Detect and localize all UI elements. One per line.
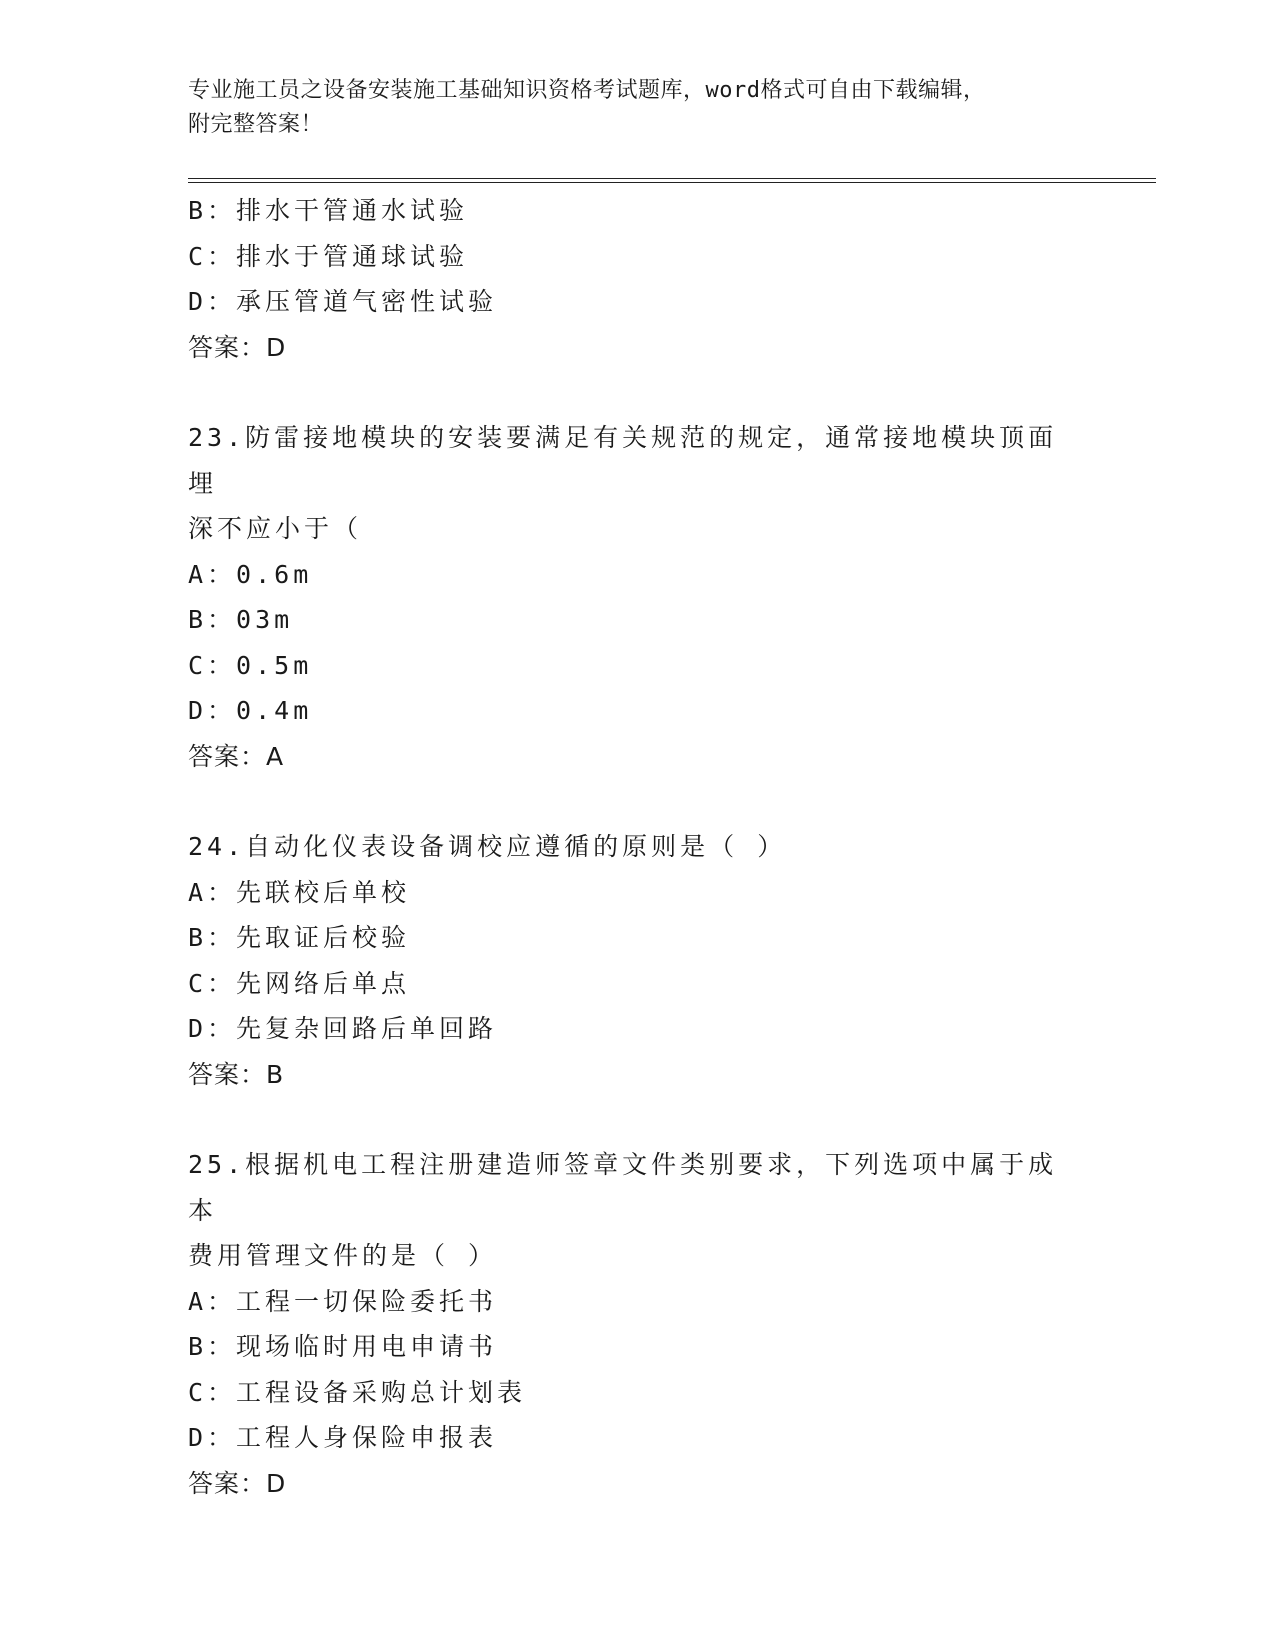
option-a: A：0.6m [188,559,313,589]
option-b: B：现场临时用电申请书 [188,1332,498,1361]
answer: 答案：D [188,332,287,362]
option-d: D：先复杂回路后单回路 [188,1014,498,1043]
option-b: B：03m [188,605,294,634]
header-line-2: 附完整答案！ [188,112,324,137]
header-divider-top [188,178,1156,179]
option-c: C：0.5m [188,650,313,680]
answer: 答案：B [188,1059,285,1089]
question-text-line-1: 24.自动化仪表设备调校应遵循的原则是（ ） [188,832,787,861]
option-d: D：0.4m [188,696,313,725]
question-text-line-2: 深不应小于（ [188,514,363,543]
question-text-line-1: 23.防雷接地模块的安装要满足有关规范的规定，通常接地模块顶面埋 [188,423,1058,498]
question-22-tail [188,188,1088,370]
question-25 [188,1142,1088,1506]
spacer [188,370,1088,415]
option-c: C：排水于管通球试验 [188,241,469,271]
page-header [188,74,1088,142]
option-b: B：先取证后校验 [188,923,411,952]
question-text-line-1: 25.根据机电工程注册建造师签章文件类别要求，下列选项中属于成本 [188,1150,1058,1225]
option-a: A：先联校后单校 [188,877,411,907]
option-d: D：承压管道气密性试验 [188,287,498,316]
option-c: C：工程设备采购总计划表 [188,1377,527,1407]
option-a: A：工程一切保险委托书 [188,1286,498,1316]
question-text-line-2: 费用管理文件的是（ ） [188,1241,498,1270]
spacer [188,1097,1088,1142]
question-23 [188,415,1088,779]
answer: 答案：A [188,741,285,771]
option-d: D：工程人身保险申报表 [188,1423,498,1452]
question-content [188,188,1088,1506]
option-c: C：先网络后单点 [188,968,411,998]
answer: 答案：D [188,1468,287,1498]
header-line-1: 专业施工员之设备安装施工基础知识资格考试题库，word格式可自由下载编辑， [188,78,986,103]
option-b: B：排水干管通水试验 [188,196,469,225]
question-24 [188,824,1088,1097]
spacer [188,779,1088,824]
header-divider-bottom [188,182,1156,183]
